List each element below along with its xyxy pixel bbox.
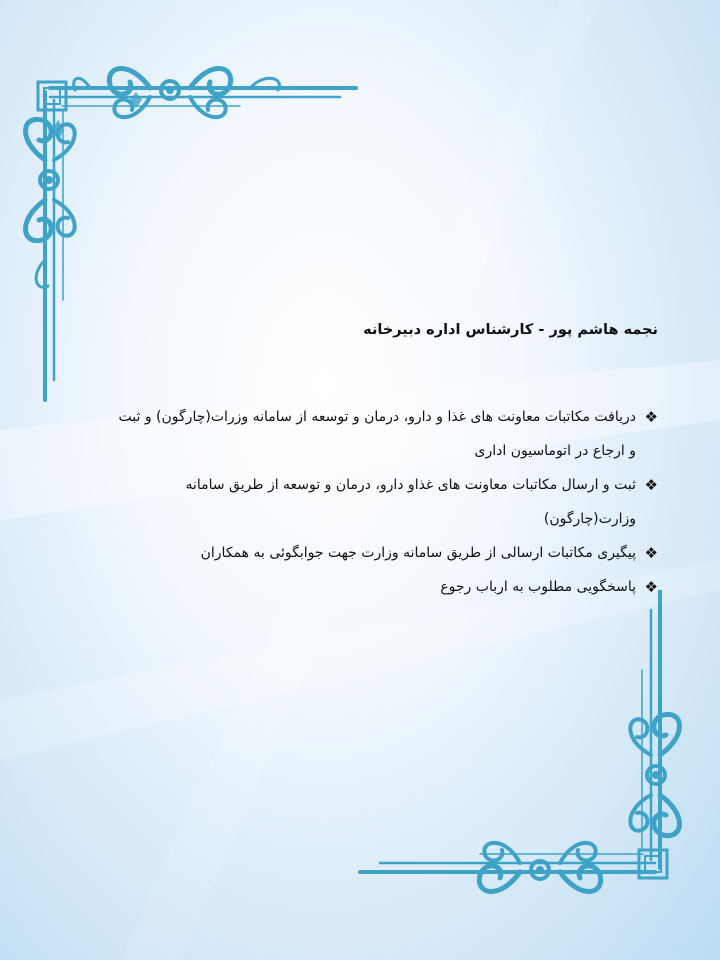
- list-item: [56, 468, 658, 536]
- diamond-bullet-icon: ❖: [644, 408, 658, 426]
- list-item-line: پاسخگویی مطلوب به ارباب رجوع: [440, 579, 636, 595]
- diamond-bullet-icon: ❖: [644, 578, 658, 596]
- list-item-line: ثبت و ارسال مکاتبات معاونت های غذاو دارو، درمان و توسعه از طریق سامانه: [185, 477, 636, 493]
- bottom-right-corner-ornament: [330, 590, 720, 960]
- list-item-line: پیگیری مکاتبات ارسالی از طریق سامانه وزارت جهت جوابگوئی به همکاران: [200, 545, 636, 561]
- list-item-line: وزارت(چارگون): [543, 511, 636, 527]
- diamond-bullet-icon: ❖: [644, 544, 658, 562]
- diamond-bullet-icon: ❖: [644, 476, 658, 494]
- list-item: [56, 570, 658, 604]
- list-item: [56, 400, 658, 468]
- responsibilities-list: [56, 400, 658, 604]
- person-heading: نجمه هاشم پور - کارشناس اداره دبیرخانه: [363, 322, 658, 338]
- list-item-line: و ارجاع در اتوماسیون اداری: [474, 443, 636, 459]
- list-item: [56, 536, 658, 570]
- list-item-line: دریافت مکاتبات معاونت های غذا و دارو، درمان و توسعه از سامانه وزرات(چارگون) و ثبت: [118, 409, 636, 425]
- top-left-corner-ornament: [0, 0, 380, 420]
